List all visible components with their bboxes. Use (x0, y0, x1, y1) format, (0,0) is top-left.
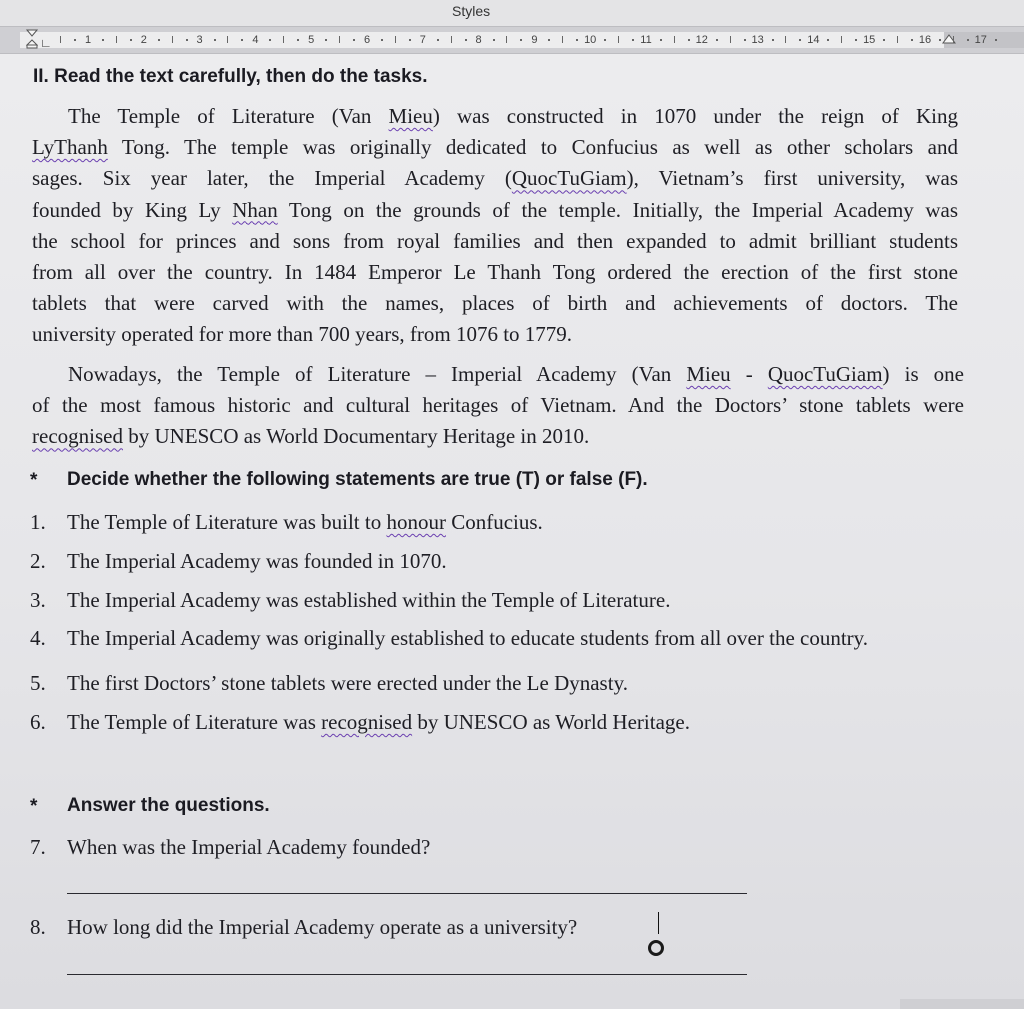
ruler-tick (548, 39, 550, 41)
list-item-statement (67, 673, 628, 694)
ruler-tick (353, 39, 355, 41)
tab-stop-icon[interactable]: ∟ (40, 36, 52, 50)
text-run: The Temple of Literature was built to (67, 510, 387, 534)
passage-line (32, 262, 958, 283)
status-bar (900, 999, 1024, 1009)
ruler-number: 11 (640, 34, 652, 46)
ruler-number: 7 (419, 34, 426, 46)
list-item-number: 7. (30, 835, 46, 859)
list-item-statement (67, 837, 430, 858)
ruler-tick (241, 39, 243, 41)
ruler-number: 13 (751, 34, 764, 46)
ruler-tick (576, 39, 578, 41)
spellcheck-flagged-word: Mieu (388, 104, 433, 128)
ruler-tick (102, 39, 104, 41)
text-run: The Temple of Literature (Van (68, 104, 389, 128)
text-run: Tong. The temple was originally dedicated to Confucius as well as other scholars and (107, 135, 958, 160)
ruler-tick (506, 36, 507, 43)
list-item-number: 5. (30, 671, 46, 695)
text-run: ), Vietnam’s first university, was (626, 166, 958, 191)
passage-line (32, 426, 589, 447)
ruler-tick (604, 39, 606, 41)
ruler-tick (953, 36, 954, 43)
ruler-number: 5 (308, 34, 315, 46)
ruler-tick (772, 39, 774, 41)
ribbon-bar (0, 0, 1024, 26)
ruler-number: 8 (475, 34, 482, 46)
ruler-number: 17 (974, 34, 987, 46)
ruler-number: 2 (140, 34, 147, 46)
ruler-tick (381, 39, 383, 41)
list-item-number: 4. (30, 626, 46, 650)
text-run: Confucius. (445, 510, 543, 534)
passage-line (32, 228, 958, 253)
list-item-number: 1. (30, 510, 46, 534)
ruler-tick (562, 36, 563, 43)
spellcheck-flagged-word: honour (386, 510, 446, 534)
passage-line (68, 106, 958, 127)
styles-button[interactable]: Styles (452, 3, 491, 19)
ruler-tick (520, 39, 522, 41)
ruler-number: 9 (531, 34, 538, 46)
ruler-number: 1 (84, 34, 92, 46)
spellcheck-flagged-word: recognised (32, 424, 123, 449)
list-item-number: 2. (30, 549, 46, 573)
text-run: Tong on the grounds of the temple. Initially, the Imperial Academy was (277, 197, 959, 222)
text-run: Nowadays, the Temple of Literature – Imperial Academy (Van (68, 362, 687, 386)
ruler-tick (660, 39, 662, 41)
ruler-tick (911, 39, 913, 41)
task2-bullet: * (30, 796, 38, 817)
ruler-tick (967, 39, 969, 41)
ruler-number: 16 (918, 34, 932, 46)
ruler-tick (730, 36, 731, 43)
task1-bullet: * (30, 470, 38, 491)
list-item-statement (67, 590, 670, 611)
text-run: When was the Imperial Academy founded? (67, 835, 431, 859)
list-item-statement (67, 551, 447, 572)
ruler-number: 6 (363, 34, 371, 46)
ruler-tick (451, 36, 452, 43)
spellcheck-flagged-word: LyThanh (32, 135, 108, 160)
passage-line (32, 137, 958, 158)
ruler-tick (883, 39, 885, 41)
ruler-tick (186, 39, 188, 41)
ruler-tick (172, 36, 173, 43)
ruler-tick (785, 36, 786, 43)
text-run: from all over the country. In 1484 Emperor Le Thanh Tong ordered the erection of the first stone (32, 260, 958, 284)
ruler-tick (465, 39, 467, 41)
task1-instruction: Decide whether the following statements are true (T) or false (F). (67, 469, 648, 490)
list-item-number: 8. (30, 915, 46, 939)
spellcheck-flagged-word: Mieu (686, 362, 731, 386)
answer-line-8[interactable] (67, 974, 747, 975)
text-run: by UNESCO as World Heritage. (412, 710, 690, 734)
horizontal-ruler[interactable] (0, 26, 1024, 54)
ruler-tick (744, 39, 746, 41)
ruler-number: 12 (695, 34, 708, 46)
text-run: university operated for more than 700 years, from 1076 to 1779. (32, 322, 573, 347)
ruler-tick (269, 39, 271, 41)
right-indent-marker-icon[interactable] (942, 31, 956, 49)
ruler-tick (688, 39, 690, 41)
list-item-statement (67, 712, 690, 733)
list-item-statement (67, 628, 868, 649)
text-run: of the most famous historic and cultural heritages of Vietnam. And the Doctors’ stone tablets were (32, 393, 964, 418)
left-indent-marker-icon[interactable] (26, 29, 38, 49)
spellcheck-flagged-word: QuocTuGiam (767, 362, 883, 386)
ruler-number: 3 (196, 34, 203, 46)
ruler-tick (632, 39, 634, 41)
passage-line (32, 168, 958, 189)
ruler-tick (325, 39, 327, 41)
answer-line-7[interactable] (67, 893, 747, 894)
text-run: The Temple of Literature was (67, 710, 322, 734)
ruler-tick (409, 39, 411, 41)
ruler-tick (618, 36, 619, 43)
section-heading: II. Read the text carefully, then do the tasks. (33, 66, 428, 87)
text-run: founded by King Ly (32, 197, 233, 222)
text-run: The first Doctors’ stone tablets were erected under the Le Dynasty. (67, 671, 628, 695)
ruler-tick (827, 39, 829, 41)
text-run: How long did the Imperial Academy operate as a university? (67, 915, 578, 939)
text-run: The Imperial Academy was established within the Temple of Literature. (67, 588, 671, 612)
ruler-tick (74, 39, 76, 41)
ruler-number: 4 (252, 34, 259, 46)
ruler-tick (214, 39, 216, 41)
ruler-tick (939, 39, 941, 41)
text-caret (658, 912, 659, 934)
text-run: ) is one (882, 362, 965, 386)
text-run: sages. Six year later, the Imperial Academy ( (32, 166, 512, 191)
text-run: The Imperial Academy was originally established to educate students from all over the country. (67, 626, 869, 650)
text-run: tablets that were carved with the names, places of birth and achievements of doctors. The (32, 291, 958, 316)
ruler-tick (799, 39, 801, 41)
text-run: the school for princes and sons from royal families and then expanded to admit brilliant students (32, 228, 958, 253)
ruler-tick (437, 39, 439, 41)
passage-line (32, 293, 958, 314)
passage-line (32, 197, 959, 222)
ruler-tick (60, 36, 61, 43)
ruler-track (20, 32, 1010, 48)
list-item-number: 6. (30, 710, 46, 734)
task2-instruction: Answer the questions. (67, 795, 270, 816)
spellcheck-flagged-word: QuocTuGiam (511, 166, 627, 191)
ruler-number: 10 (584, 34, 597, 46)
ruler-tick (283, 36, 284, 43)
text-run: - (730, 362, 768, 386)
text-run: The Imperial Academy was founded in 1070. (67, 549, 447, 573)
ruler-tick (855, 39, 857, 41)
ruler-tick (395, 36, 396, 43)
ruler-tick (116, 36, 117, 43)
list-item-number: 3. (30, 588, 46, 612)
ruler-number: 15 (863, 34, 876, 46)
ruler-tick (130, 39, 132, 41)
text-run: ) was constructed in 1070 under the reign of King (432, 104, 958, 128)
ruler-tick (716, 39, 718, 41)
passage-line (68, 364, 964, 385)
list-item-statement (67, 917, 577, 938)
text-run: by UNESCO as World Documentary Heritage in 2010. (122, 424, 590, 449)
passage-line (32, 395, 964, 416)
ruler-number: 14 (807, 34, 820, 46)
mouse-cursor-icon (648, 940, 664, 956)
ruler-tick (995, 39, 997, 41)
spellcheck-flagged-word: Nhan (232, 197, 278, 222)
ruler-tick (339, 36, 340, 43)
ruler-tick (493, 39, 495, 41)
ruler-tick (227, 36, 228, 43)
ruler-tick (674, 36, 675, 43)
spellcheck-flagged-word: recognised (321, 710, 413, 734)
ruler-tick (841, 36, 842, 43)
ruler-tick (297, 39, 299, 41)
ruler-tick (158, 39, 160, 41)
list-item-statement (67, 512, 543, 533)
passage-line (32, 324, 572, 345)
ruler-tick (897, 36, 898, 43)
